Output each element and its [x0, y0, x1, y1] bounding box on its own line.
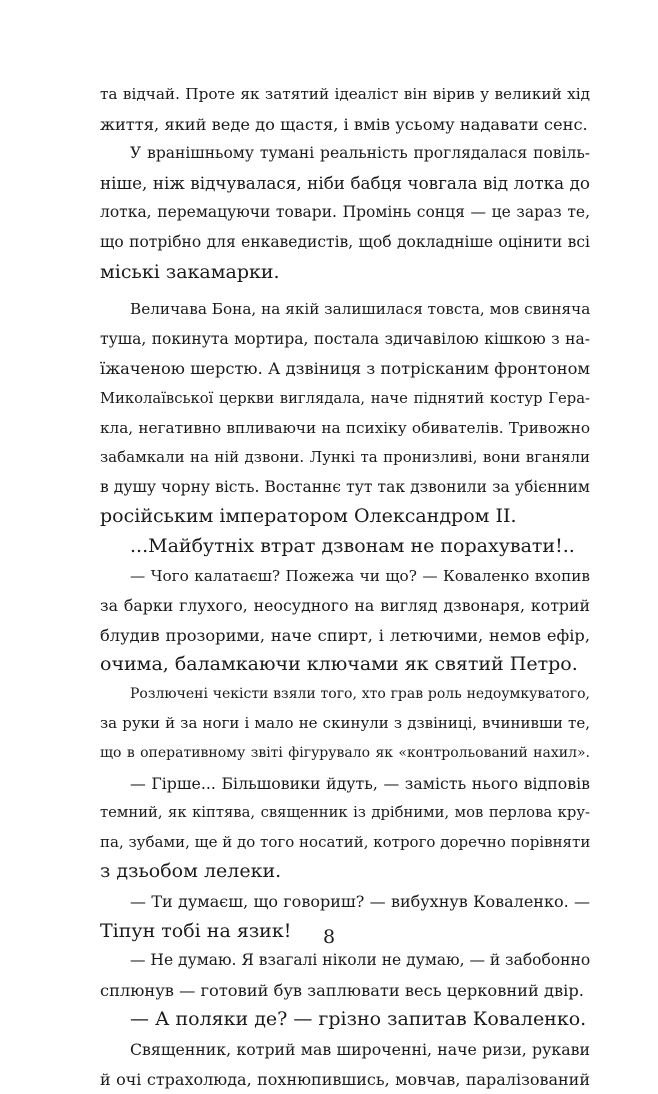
text-line: па, зубами, ще й до того носатий, котрого доречно порівняти — [100, 832, 590, 851]
text-line: темний, як кіптява, священник із дрібними, мов перлова кру- — [100, 804, 590, 822]
text-line: блудив прозорими, наче спирт, і летючими, немов ефір, — [100, 625, 590, 645]
paragraph — [100, 946, 590, 1005]
text-line: — Гірше... Більшовики йдуть, — замість нього відповів — [130, 773, 590, 793]
text-line: що в оперативному звіті фігурувало як «контрольований нахил». — [100, 745, 590, 762]
paragraph — [100, 295, 590, 532]
text-line: ...Майбутніх втрат дзвонам не порахувати!.. — [130, 534, 575, 557]
text-line: забамкали на ній дзвони. Лункі та пронизливі, вони вганяли — [100, 448, 590, 467]
text-line: Миколаївської церкви виглядала, наче піднятий костур Гера- — [100, 389, 590, 407]
text-line: міські закамарки. — [100, 260, 280, 283]
text-line: — Чого калатаєш? Пожежа чи що? — Коваленко вхопив — [130, 566, 590, 585]
text-line: Розлючені чекісти взяли того, хто грав роль недоумкуватого, — [130, 685, 590, 702]
text-line: життя, який веде до щастя, і вмів усьому надавати сенс. — [100, 114, 588, 134]
paragraph — [100, 769, 590, 887]
text-line: Священник, котрий мав широченні, наче ризи, рукави — [130, 1040, 590, 1059]
page-number: 8 — [322, 926, 336, 948]
text-line: У вранішньому тумані реальність проглядалася повіль- — [130, 144, 590, 163]
text-line: що потрібно для енкаведистів, щоб докладніше оцінити всі — [100, 232, 590, 251]
text-line: російським імператором Олександром II. — [100, 505, 517, 528]
paragraph — [100, 139, 590, 287]
text-line: їжаченою шерстю. А дзвіниця з потрісканим фронтоном — [100, 359, 590, 379]
paragraph — [100, 562, 590, 680]
text-line: — Ти думаєш, що говориш? — вибухнув Коваленко. — — [130, 892, 590, 912]
text-line: й очі страхолюда, похнюпившись, мовчав, паралізований — [100, 1069, 590, 1089]
text-line: Величава Бона, на якій залишилася товста, мов свиняча — [130, 300, 590, 319]
paragraph — [100, 680, 590, 769]
text-line: — Не думаю. Я взагалі ніколи не думаю, — й забобонно — [130, 951, 590, 970]
text-line: туша, покинута мортира, постала здичавілою кішкою з на- — [100, 329, 590, 348]
text-line: сплюнув — готовий був заплювати весь церковний двір. — [100, 980, 584, 1000]
text-line: та відчай. Проте як затятий ідеаліст він вірив у великий хід — [100, 85, 590, 103]
text-line: лотка, перемацуючи товари. Промінь сонця — це зараз те, — [100, 203, 590, 222]
text-line: кла, негативно впливаючи на психіку обивателів. Тривожно — [100, 418, 590, 437]
text-line: очима, баламкаючи ключами як святий Петро. — [100, 653, 578, 676]
text-line: за руки й за ноги і мало не скинули з дзвіниці, вчинивши те, — [100, 714, 590, 733]
paragraph — [100, 532, 590, 562]
paragraph — [100, 1035, 590, 1094]
text-line: Тіпун тобі на язик! — [100, 919, 292, 942]
text-line: — А поляки де? — грізно запитав Коваленко. — [130, 1008, 587, 1031]
text-line: ніше, ніж відчувалася, ніби бабця човгала від лотка до — [100, 172, 590, 193]
text-line: з дзьобом лелеки. — [100, 860, 282, 883]
text-line: в душу чорну вість. Востаннє тут так дзвонили за убієнним — [100, 477, 590, 496]
text-line: за барки глухого, неосудного на вигляд дзвонаря, котрий — [100, 596, 590, 616]
paragraph — [100, 80, 590, 139]
paragraph — [100, 1005, 590, 1035]
